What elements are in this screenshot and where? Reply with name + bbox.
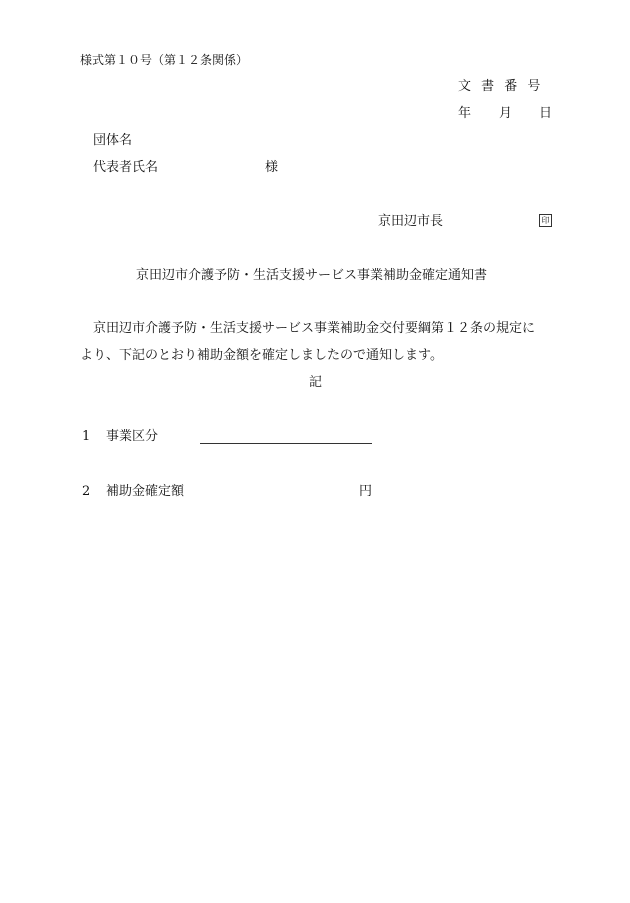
seal-mark: 印 (539, 214, 552, 227)
item-2-label: 補助金確定額 (106, 484, 185, 499)
organization-label: 団体名 (93, 133, 133, 148)
body-line-2: より、下記のとおり補助金額を確定しましたので通知します。 (80, 348, 443, 363)
business-category-blank-line (200, 443, 372, 444)
body-line-1: 京田辺市介護予防・生活支援サービス事業補助金交付要綱第１２条の規定に (93, 321, 536, 336)
date-day: 日 (539, 106, 553, 121)
date-month: 月 (499, 106, 513, 121)
document-title: 京田辺市介護予防・生活支援サービス事業補助金確定通知書 (136, 268, 488, 283)
item-2-number: 2 (82, 484, 91, 499)
date-year: 年 (458, 106, 472, 121)
item-1-number: 1 (82, 429, 91, 444)
honorific: 様 (265, 160, 279, 175)
ki-heading: 記 (309, 375, 323, 390)
item-1-label: 事業区分 (106, 429, 159, 444)
document-number-label: 文 書 番 号 (458, 79, 541, 94)
sender-name: 京田辺市長 (378, 214, 444, 229)
yen-unit: 円 (359, 484, 373, 499)
representative-label: 代表者氏名 (93, 160, 159, 175)
form-number: 様式第１０号（第１２条関係） (80, 53, 249, 67)
